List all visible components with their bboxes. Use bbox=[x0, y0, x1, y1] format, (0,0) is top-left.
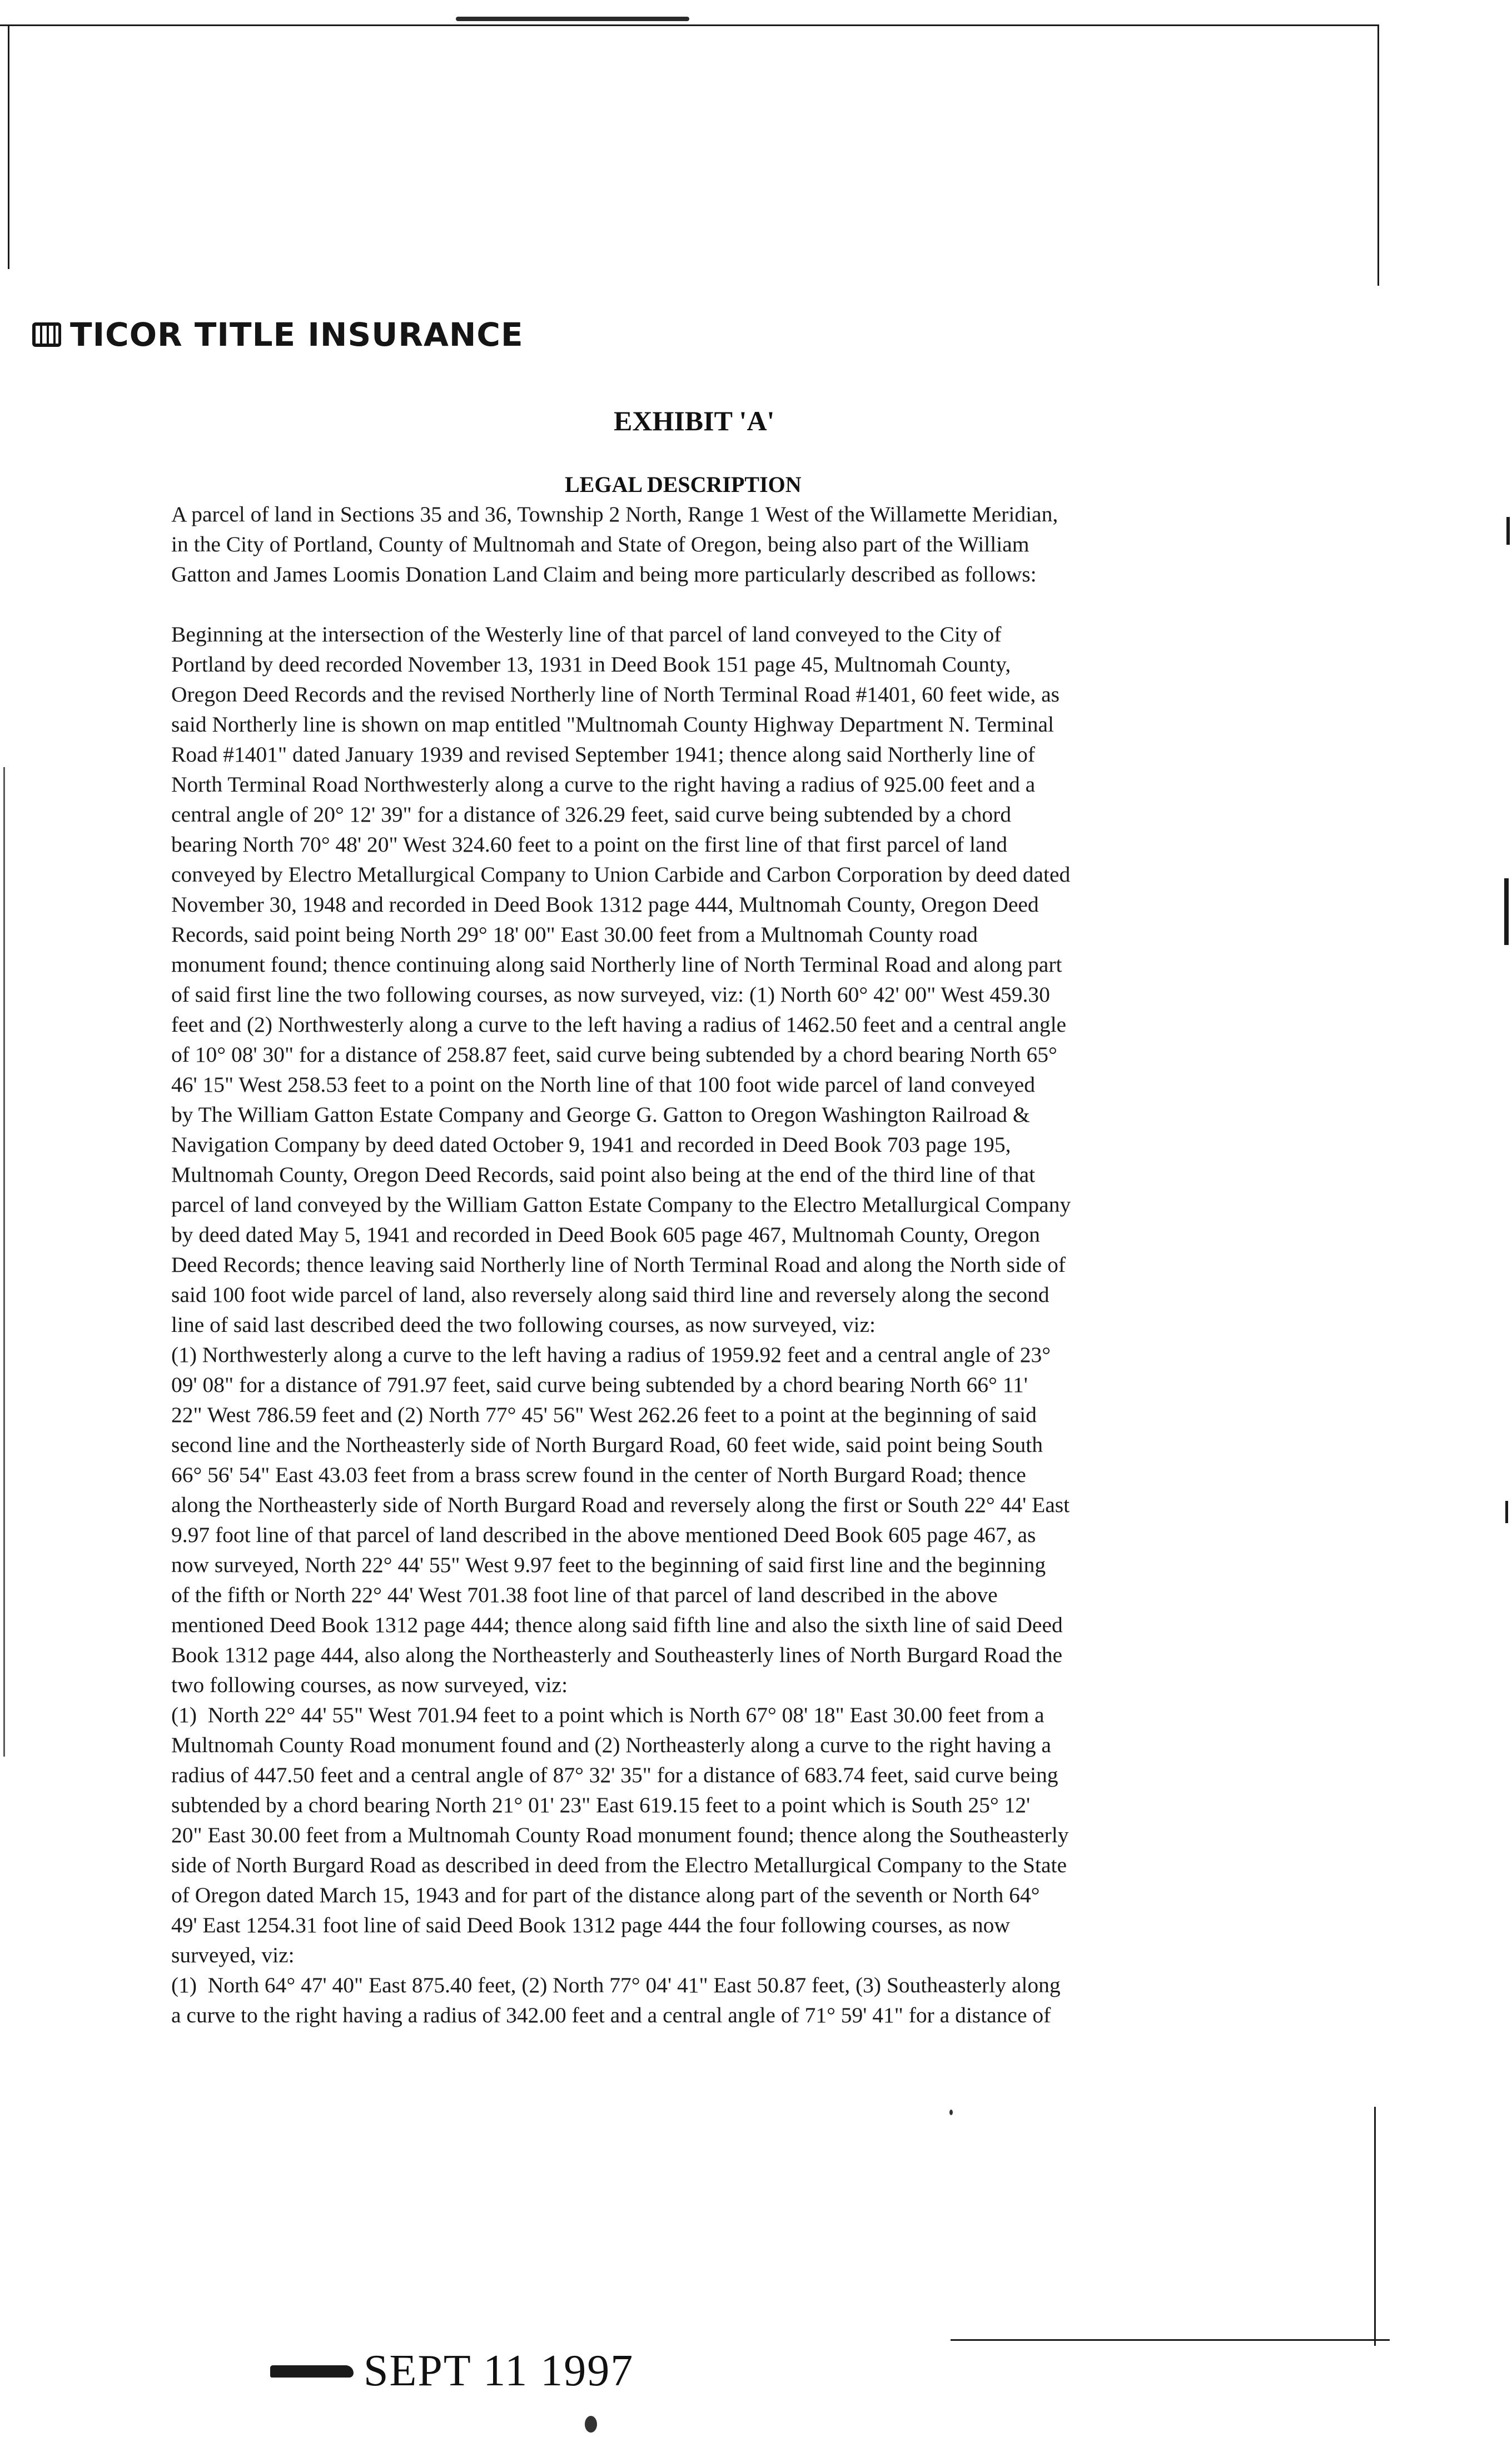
text-line: by The William Gatton Estate Company and George G. Gatton to Oregon Washington Railroad & bbox=[171, 1102, 1030, 1127]
stamp-date: SEPT 11 1997 bbox=[364, 2346, 634, 2395]
text-line: A parcel of land in Sections 35 and 36, Township 2 North, Range 1 West of the Willamette Meridian, bbox=[171, 502, 1058, 526]
text-line: 9.97 foot line of that parcel of land described in the above mentioned Deed Book 605 page 467, as bbox=[171, 1523, 1036, 1547]
text-line: feet and (2) Northwesterly along a curve to the left having a radius of 1462.50 feet and a central angle bbox=[171, 1012, 1067, 1037]
text-line: by deed dated May 5, 1941 and recorded in Deed Book 605 page 467, Multnomah County, Oregon bbox=[171, 1222, 1040, 1247]
received-date-stamp bbox=[270, 2346, 634, 2396]
text-line: a curve to the right having a radius of 342.00 feet and a central angle of 71° 59' 41" for a distance of bbox=[171, 2003, 1051, 2027]
stamp-mark-icon bbox=[270, 2365, 354, 2378]
text-line: line of said last described deed the two following courses, as now surveyed, viz: bbox=[171, 1312, 876, 1337]
text-line: surveyed, viz: bbox=[171, 1943, 295, 1967]
text-line: North Terminal Road Northwesterly along a curve to the right having a radius of 925.00 feet and a bbox=[171, 772, 1036, 797]
text-line: central angle of 20° 12' 39" for a distance of 326.29 feet, said curve being subtended by a chord bbox=[171, 802, 1012, 827]
text-line: monument found; thence continuing along said Northerly line of North Terminal Road and along part bbox=[171, 952, 1062, 977]
legal-description-heading: LEGAL DESCRIPTION bbox=[565, 472, 802, 497]
text-line: parcel of land conveyed by the William Gatton Estate Company to the Electro Metallurgical Company bbox=[171, 1192, 1071, 1217]
text-line: 66° 56' 54" East 43.03 feet from a brass screw found in the center of North Burgard Road; thence bbox=[171, 1463, 1026, 1487]
text-line: side of North Burgard Road as described in deed from the Electro Metallurgical Company to the State bbox=[171, 1853, 1067, 1877]
ticor-logo-icon bbox=[31, 319, 62, 350]
text-line: in the City of Portland, County of Multnomah and State of Oregon, being also part of the William bbox=[171, 532, 1029, 556]
text-line: Records, said point being North 29° 18' 00" East 30.00 feet from a Multnomah County road bbox=[171, 922, 978, 947]
text-line: (1) North 22° 44' 55" West 701.94 feet to a point which is North 67° 08' 18" East 30.00 feet from a bbox=[171, 1703, 1045, 1727]
text-line: 09' 08" for a distance of 791.97 feet, said curve being subtended by a chord bearing North 66° 11' bbox=[171, 1372, 1028, 1397]
text-line: Oregon Deed Records and the revised Northerly line of North Terminal Road #1401, 60 feet wide, as bbox=[171, 682, 1060, 707]
text-line: now surveyed, North 22° 44' 55" West 9.97 feet to the beginning of said first line and the beginning bbox=[171, 1553, 1046, 1577]
text-line: bearing North 70° 48' 20" West 324.60 feet to a point on the first line of that first parcel of land bbox=[171, 832, 1007, 857]
text-line: of Oregon dated March 15, 1943 and for part of the distance along part of the seventh or North 64° bbox=[171, 1883, 1040, 1907]
text-line: conveyed by Electro Metallurgical Company to Union Carbide and Carbon Corporation by deed dated bbox=[171, 862, 1071, 887]
scan-right-mark-3 bbox=[1505, 1501, 1508, 1523]
text-line: November 30, 1948 and recorded in Deed Book 1312 page 444, Multnomah County, Oregon Deed bbox=[171, 892, 1039, 917]
company-brand bbox=[31, 316, 524, 354]
text-line: of said first line the two following courses, as now surveyed, viz: (1) North 60° 42' 00" West 459.30 bbox=[171, 982, 1050, 1007]
text-line: (1) Northwesterly along a curve to the left having a radius of 1959.92 feet and a central angle of 23° bbox=[171, 1342, 1051, 1367]
scan-right-edge-bottom bbox=[1374, 2107, 1376, 2346]
brand-name: TICOR TITLE INSURANCE bbox=[70, 316, 524, 354]
text-line: said 100 foot wide parcel of land, also reversely along said third line and reversely along the second bbox=[171, 1282, 1050, 1307]
text-line: second line and the Northeasterly side of North Burgard Road, 60 feet wide, said point being South bbox=[171, 1433, 1043, 1457]
scan-left-edge-mid bbox=[3, 767, 5, 1757]
text-line: said Northerly line is shown on map entitled "Multnomah County Highway Department N. Terminal bbox=[171, 712, 1054, 737]
scan-left-edge-top bbox=[8, 24, 9, 269]
scan-speck bbox=[585, 2416, 597, 2433]
text-line: 20" East 30.00 feet from a Multnomah County Road monument found; thence along the Southeasterly bbox=[171, 1823, 1069, 1847]
scan-right-mark-1 bbox=[1506, 517, 1510, 545]
scan-top-border bbox=[0, 24, 1379, 26]
legal-description-body bbox=[171, 499, 1227, 2030]
text-line: Gatton and James Loomis Donation Land Claim and being more particularly described as follows: bbox=[171, 562, 1037, 586]
text-line: 49' East 1254.31 foot line of said Deed Book 1312 page 444 the four following courses, as now bbox=[171, 1913, 1010, 1937]
scan-bottom-rule bbox=[951, 2339, 1390, 2341]
text-line: Deed Records; thence leaving said Northerly line of North Terminal Road and along the North side of bbox=[171, 1252, 1066, 1277]
text-line: 46' 15" West 258.53 feet to a point on the North line of that 100 foot wide parcel of land conveyed bbox=[171, 1072, 1035, 1097]
scan-speck bbox=[949, 2110, 953, 2115]
text-line: Road #1401" dated January 1939 and revised September 1941; thence along said Northerly line of bbox=[171, 742, 1036, 767]
text-line: (1) North 64° 47' 40" East 875.40 feet, (2) North 77° 04' 41" East 50.87 feet, (3) Southeasterly along bbox=[171, 1973, 1061, 1997]
text-line: Multnomah County, Oregon Deed Records, said point also being at the end of the third line of that bbox=[171, 1162, 1036, 1187]
exhibit-title: EXHIBIT 'A' bbox=[614, 405, 775, 436]
text-line: along the Northeasterly side of North Burgard Road and reversely along the first or South 22° 44' East bbox=[171, 1493, 1070, 1517]
text-line: radius of 447.50 feet and a central angle of 87° 32' 35" for a distance of 683.74 feet, said curve being bbox=[171, 1763, 1058, 1787]
text-line: Book 1312 page 444, also along the Northeasterly and Southeasterly lines of North Burgard Road the bbox=[171, 1643, 1063, 1667]
text-line: subtended by a chord bearing North 21° 01' 23" East 619.15 feet to a point which is South 25° 12' bbox=[171, 1793, 1031, 1817]
text-line: mentioned Deed Book 1312 page 444; thence along said fifth line and also the sixth line of said Deed bbox=[171, 1613, 1063, 1637]
scan-right-mark-2 bbox=[1504, 878, 1509, 945]
text-line: of the fifth or North 22° 44' West 701.38 foot line of that parcel of land described in the above bbox=[171, 1583, 998, 1607]
scan-right-edge-top bbox=[1377, 24, 1379, 286]
text-line: Multnomah County Road monument found and (2) Northeasterly along a curve to the right having a bbox=[171, 1733, 1051, 1757]
text-line: Portland by deed recorded November 13, 1931 in Deed Book 151 page 45, Multnomah County, bbox=[171, 652, 1011, 677]
text-line: Beginning at the intersection of the Westerly line of that parcel of land conveyed to the City of bbox=[171, 622, 1002, 646]
text-line: Navigation Company by deed dated October 9, 1941 and recorded in Deed Book 703 page 195, bbox=[171, 1132, 1011, 1157]
text-line: 22" West 786.59 feet and (2) North 77° 45' 56" West 262.26 feet to a point at the beginning of said bbox=[171, 1402, 1037, 1427]
text-line: two following courses, as now surveyed, viz: bbox=[171, 1673, 568, 1697]
scan-top-smudge bbox=[456, 17, 689, 21]
text-line: of 10° 08' 30" for a distance of 258.87 feet, said curve being subtended by a chord bearing North 65° bbox=[171, 1042, 1057, 1067]
paragraph-gap bbox=[171, 589, 1227, 619]
